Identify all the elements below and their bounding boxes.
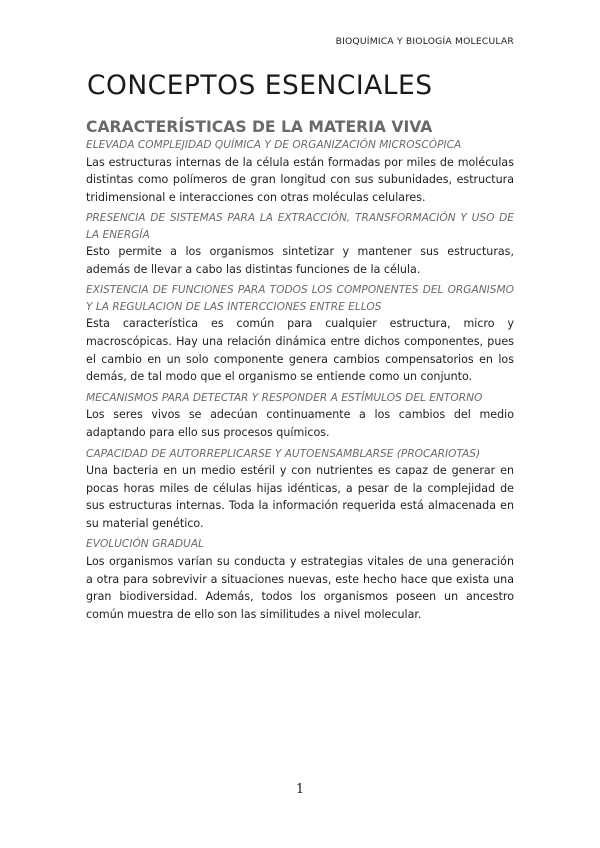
section-energy: [86, 210, 514, 278]
page-title: CONCEPTOS ESENCIALES: [87, 70, 433, 101]
section-heading: EVOLUCIÓN GRADUAL: [86, 538, 204, 551]
page-number: 1: [295, 782, 305, 797]
section-text: Los seres vivos se adecúan continuamente a los cambios del medio adaptando para ello sus procesos químicos.: [86, 408, 514, 439]
section-functions: [86, 282, 514, 385]
section-text: Los organismos varían su conducta y estrategias vitales de una generación a otra para sobrevivir a situaciones nuevas, este hecho hace que exista una gran biodiversidad. Además, todos los organismos poseen un ancestro común muestra de ello son las similitudes a nivel molecular.: [86, 554, 514, 621]
section-heading: EXISTENCIA DE FUNCIONES PARA TODOS LOS COMPONENTES DEL ORGANISMO Y LA REGULACION DE LAS INTERCCIONES ENTRE ELLOS: [86, 284, 514, 313]
section-heading: PRESENCIA DE SISTEMAS PARA LA EXTRACCIÓN, TRANSFORMACIÓN Y USO DE LA ENERGÍA: [86, 212, 514, 241]
content-body: [86, 117, 514, 627]
section-text: Las estructuras internas de la célula están formadas por miles de moléculas distintas como polímeros de gran longitud con sus subunidades, estructura tridimensional e interacciones con otras moléculas celulares.: [86, 155, 514, 204]
section-text: Una bacteria en un medio estéril y con nutrientes es capaz de generar en pocas horas miles de células hijas idénticas, a pesar de la complejidad de sus estructuras internas. Toda la información requerida está almacenada en su material genético.: [86, 464, 514, 530]
section-heading: ELEVADA COMPLEJIDAD QUÍMICA Y DE ORGANIZACIÓN MICROSCÓPICA: [86, 139, 462, 151]
running-header: BIOQUÍMICA Y BIOLOGÍA MOLECULAR: [335, 36, 514, 47]
section-subtitle: CARACTERÍSTICAS DE LA MATERIA VIVA: [86, 118, 433, 136]
section-complexity: [86, 137, 514, 206]
section-text: Esta característica es común para cualquier estructura, micro y macroscópicas. Hay una relación dinámica entre dichos componentes, pues el cambio en un solo componente genera cambios compensatorios en los demás, de tal modo que el organismo se entiende como un conjunto.: [86, 317, 514, 384]
section-replication: [86, 446, 514, 533]
section-heading: MECANISMOS PARA DETECTAR Y RESPONDER A ESTÍMULOS DEL ENTORNO: [86, 391, 483, 404]
section-evolution: [86, 536, 514, 623]
section-stimuli: [86, 390, 514, 442]
section-text: Esto permite a los organismos sintetizar y mantener sus estructuras, además de llevar a cabo las distintas funciones de la célula.: [86, 245, 514, 276]
section-heading: CAPACIDAD DE AUTORREPLICARSE Y AUTOENSAMBLARSE (PROCARIOTAS): [86, 447, 481, 460]
